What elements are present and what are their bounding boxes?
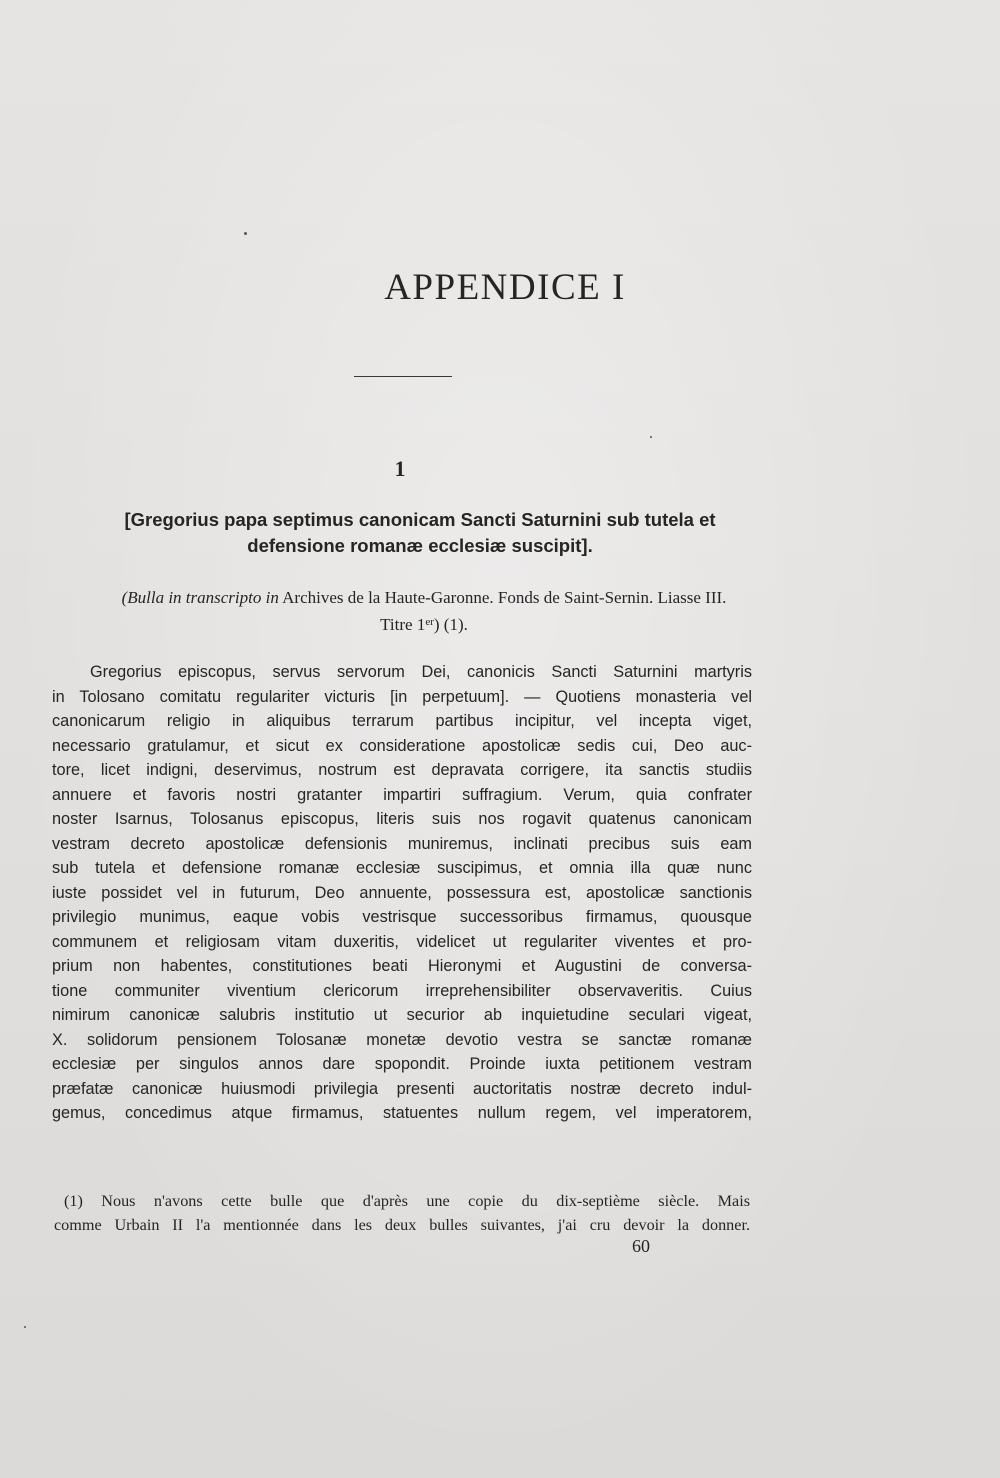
body-line: Gregorius episcopus, servus servorum Dei, canonicis Sancti Saturnini martyris [90,663,752,681]
body-line: sub tutela et defensione romanæ ecclesiæ suscipimus, et omnia illa quæ nunc [52,859,752,877]
ink-speck [650,436,652,438]
body-line: prium non habentes, constitutiones beati Hieronymi et Augustini de conversa- [52,957,752,975]
body-line: canonicarum religio in aliquibus terrarum partibus incipitur, vel incepta viget, [52,712,752,730]
body-line: tione communiter viventium clericorum irreprehensibiliter observaveritis. Cuius [52,981,752,1000]
source-citation-archive: Archives de la Haute-Garonne. Fonds de Saint-Sernin. Liasse III. [278,588,727,607]
body-line: ecclesiæ per singulos annos dare spopondit. Proinde iuxta petitionem vestram [52,1055,752,1073]
body-line: privilegio munimus, eaque vobis vestrisque successoribus firmamus, quousque [52,908,752,926]
title-divider [354,376,452,377]
body-line: iuste possidet vel in futurum, Deo annuente, possessura est, apostolicæ sanctionis [52,883,752,902]
appendix-title: APPENDICE I [384,267,626,308]
source-citation [56,586,792,637]
body-line: communem et religiosam vitam duxeritis, videlicet ut regulariter viventes et pro- [52,932,752,951]
footnote-line: comme Urbain II l'a mentionnée dans les deux bulles suivantes, j'ai cru devoir la donner. [54,1216,750,1234]
body-line: tore, licet indigni, deservimus, nostrum est depravata corrigere, ita sanctis studiis [52,761,752,779]
heading-line-2: defensione romanæ ecclesiæ suscipit]. [247,535,593,556]
heading-line-1: [Gregorius papa septimus canonicam Sancti Saturnini sub tutela et [124,509,716,530]
source-citation-titre: Titre 1 [380,615,426,634]
bull-body-text [52,660,752,1126]
footnote [54,1189,750,1237]
ink-speck [244,232,247,235]
ink-speck [24,1326,26,1328]
source-citation-superscript: er [425,616,434,628]
body-line: X. solidorum pensionem Tolosanæ monetæ devotio vestra se sanctæ romanæ [52,1030,752,1049]
body-line: noster Isarnus, Tolosanus episcopus, literis suis nos rogavit quatenus canonicam [52,810,752,828]
body-line: nimirum canonicæ salubris institutio ut securior ab inquietudine seculari vigeat, [52,1006,752,1024]
source-citation-italic: (Bulla in transcripto in [121,588,279,607]
document-heading [40,507,800,559]
body-line: gemus, concedimus atque firmamus, statuentes nullum regem, vel imperatorem, [52,1104,752,1122]
document-number: 1 [394,456,406,481]
body-line: præfatæ canonicæ huiusmodi privilegia presenti auctoritatis nostræ decreto indul- [52,1079,752,1098]
source-citation-tail: ) (1). [433,615,468,634]
body-line: necessario gratulamur, et sicut ex consideratione apostolicæ sedis cui, Deo auc- [52,736,752,755]
page-number: 60 [632,1236,650,1256]
body-line: annuere et favoris nostri gratanter impartiri suffragium. Verum, quia confrater [52,785,752,804]
body-line: vestram decreto apostolicæ defensionis muniremus, inclinati precibus suis eam [52,834,752,853]
body-line: in Tolosano comitatu regulariter victuris [in perpetuum]. — Quotiens monasteria vel [52,687,752,706]
footnote-line: (1) Nous n'avons cette bulle que d'après une copie du dix-septième siècle. Mais [64,1192,750,1210]
